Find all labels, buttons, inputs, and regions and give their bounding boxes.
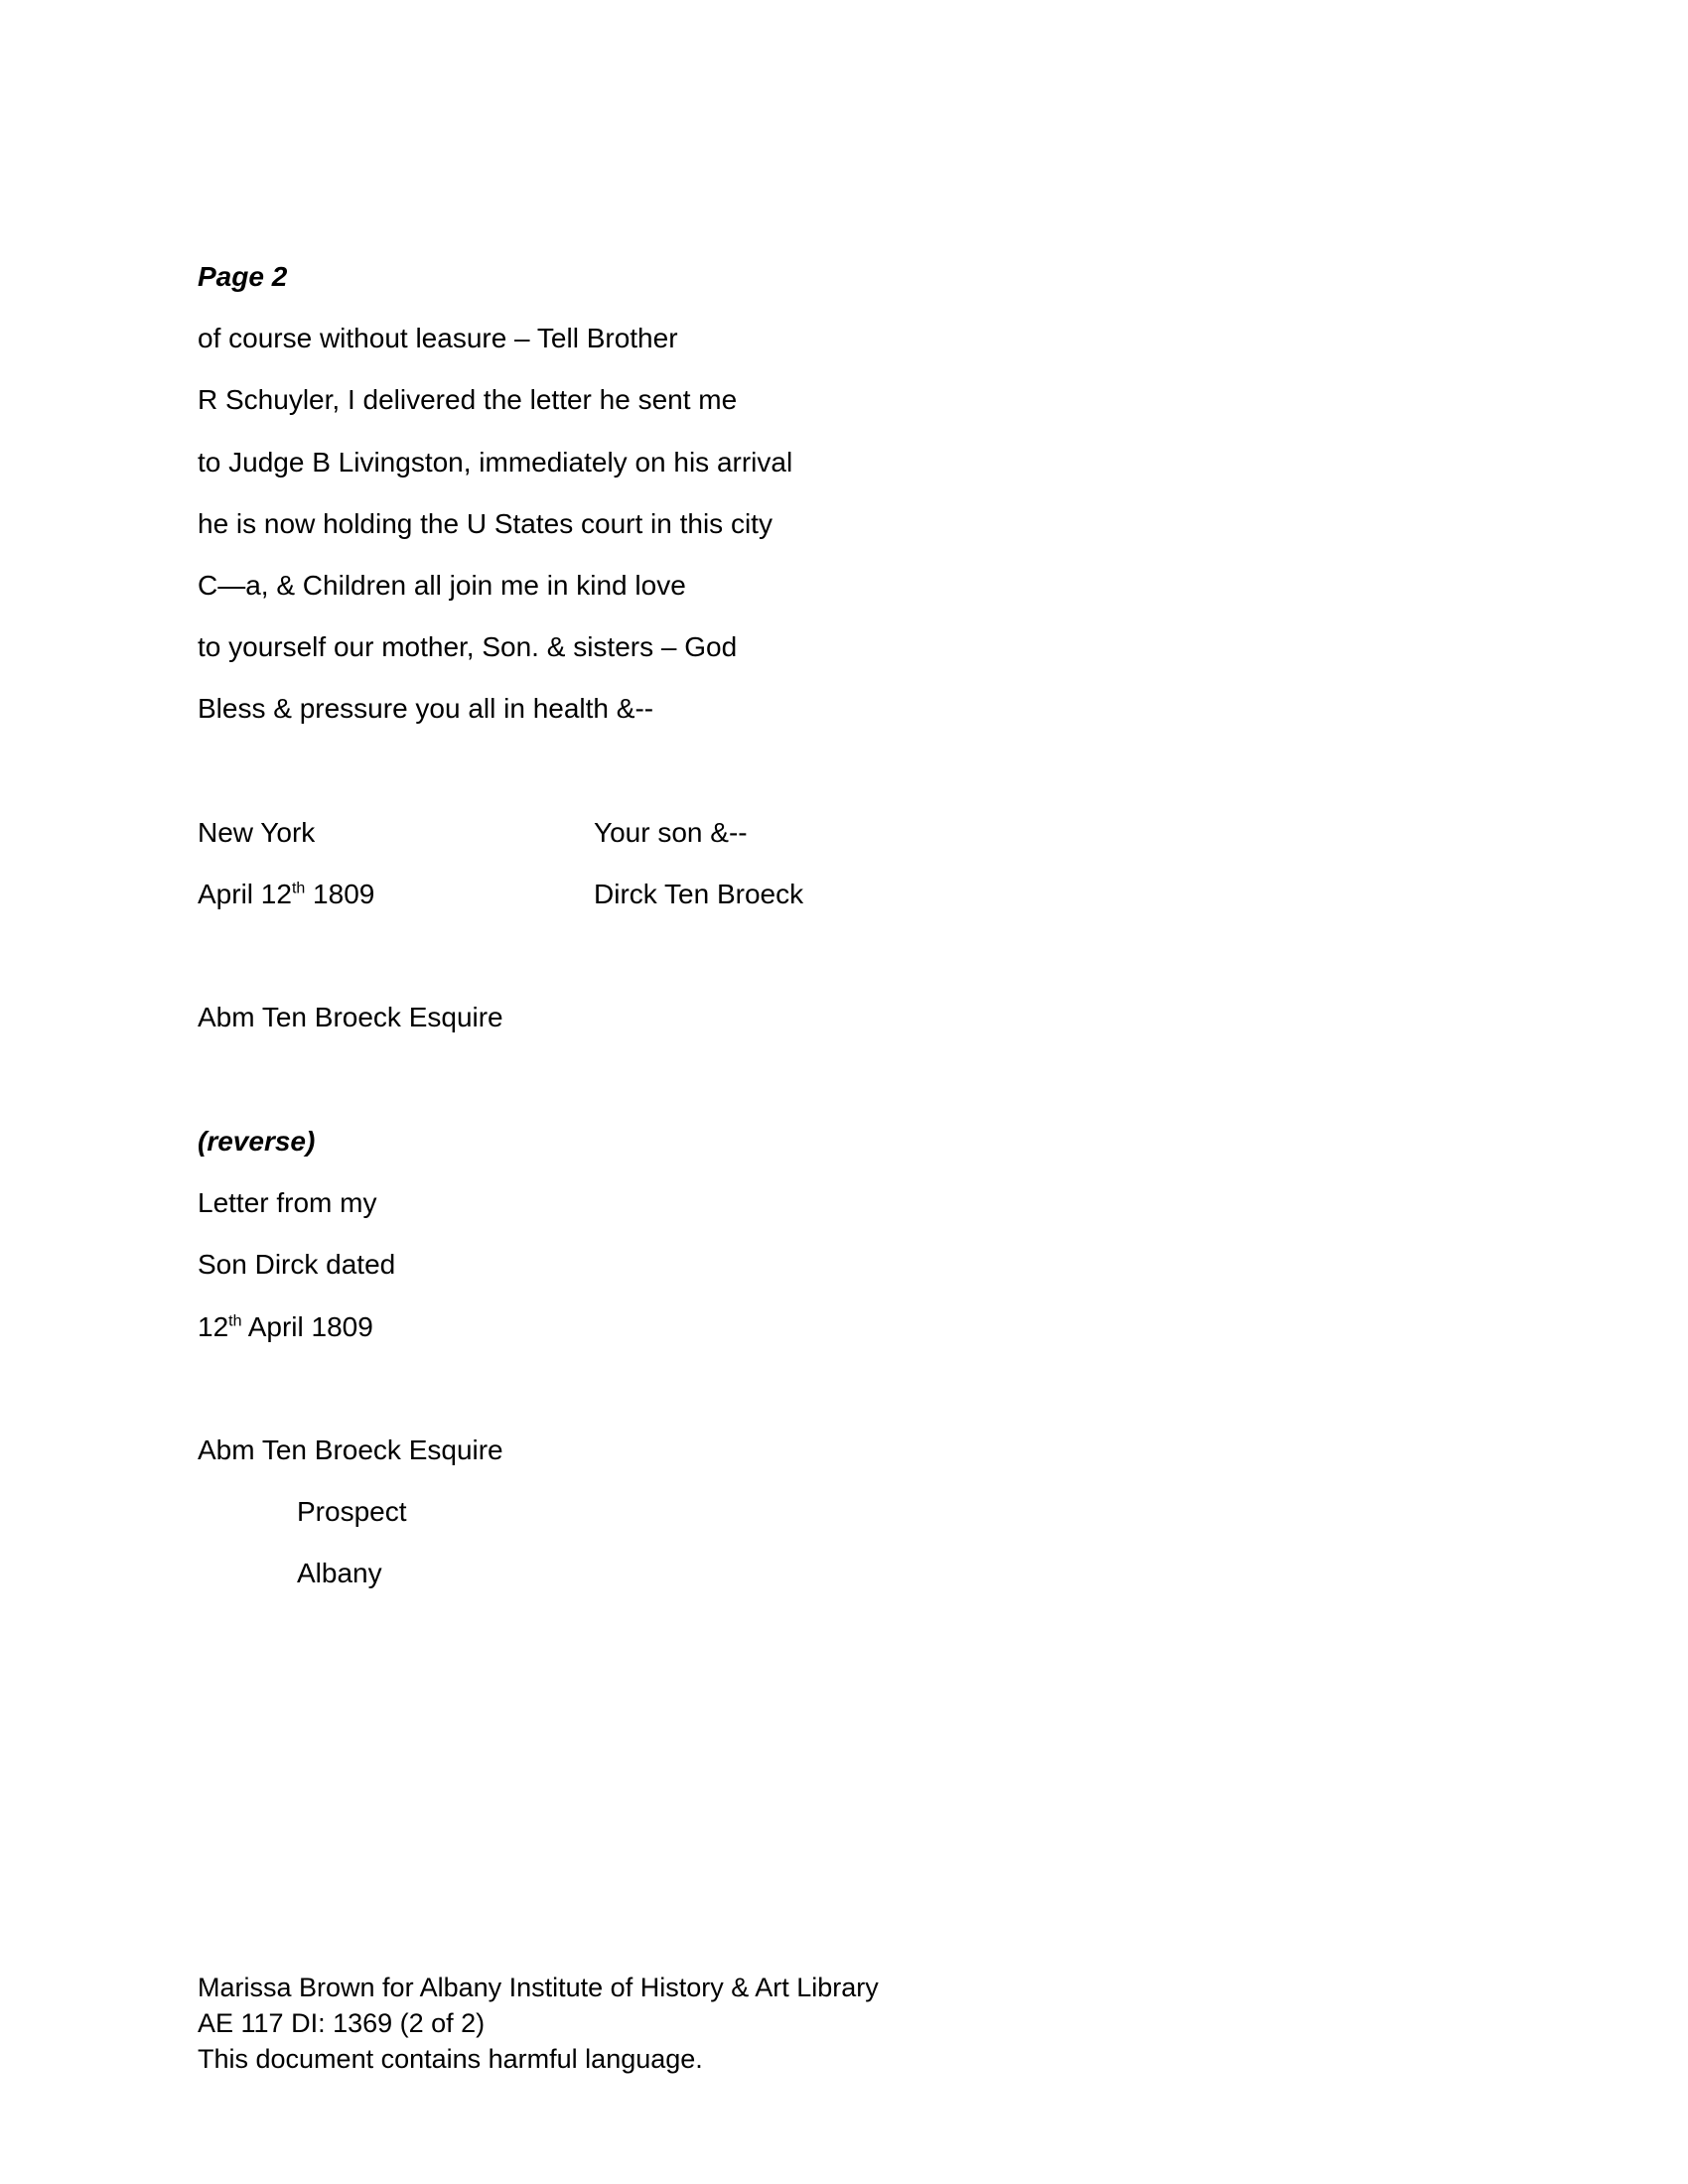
reverse-date-suffix: April 1809	[241, 1311, 373, 1342]
letter-date-sup: th	[291, 880, 306, 897]
page-label: Page 2	[198, 261, 288, 292]
reverse-label: (reverse)	[198, 1126, 316, 1157]
body-line: he is now holding the U States court in this city	[198, 508, 773, 539]
letter-date-prefix: April 12	[198, 879, 292, 909]
reverse-date-prefix: 12	[198, 1311, 229, 1342]
reverse-line: Letter from my	[198, 1187, 377, 1218]
reverse-addressee: Abm Ten Broeck Esquire	[198, 1434, 503, 1465]
letter-date-suffix: 1809	[305, 879, 375, 909]
body-line: R Schuyler, I delivered the letter he sent me	[198, 384, 738, 415]
reverse-line: Son Dirck dated	[198, 1249, 396, 1280]
letter-closing: Your son &--	[594, 817, 748, 848]
footer-credit: Marissa Brown for Albany Institute of History & Art Library	[198, 1973, 879, 2002]
body-line: to yourself our mother, Son. & sisters – God	[198, 631, 738, 662]
letter-place: New York	[198, 817, 316, 848]
body-line: of course without leasure – Tell Brother	[198, 323, 678, 353]
body-line: to Judge B Livingston, immediately on his arrival	[198, 447, 793, 478]
reverse-date	[198, 1310, 373, 1344]
reverse-address-line: Prospect	[297, 1496, 407, 1527]
letter-addressee: Abm Ten Broeck Esquire	[198, 1002, 503, 1032]
reverse-address-line: Albany	[297, 1558, 382, 1588]
footer-catalog: AE 117 DI: 1369 (2 of 2)	[198, 2008, 486, 2038]
footer-notice: This document contains harmful language.	[198, 2044, 703, 2074]
letter-date	[198, 878, 374, 911]
reverse-date-sup: th	[228, 1312, 242, 1330]
letter-signature: Dirck Ten Broeck	[594, 879, 804, 909]
body-line: Bless & pressure you all in health &--	[198, 693, 654, 724]
body-line: C—a, & Children all join me in kind love	[198, 570, 686, 601]
